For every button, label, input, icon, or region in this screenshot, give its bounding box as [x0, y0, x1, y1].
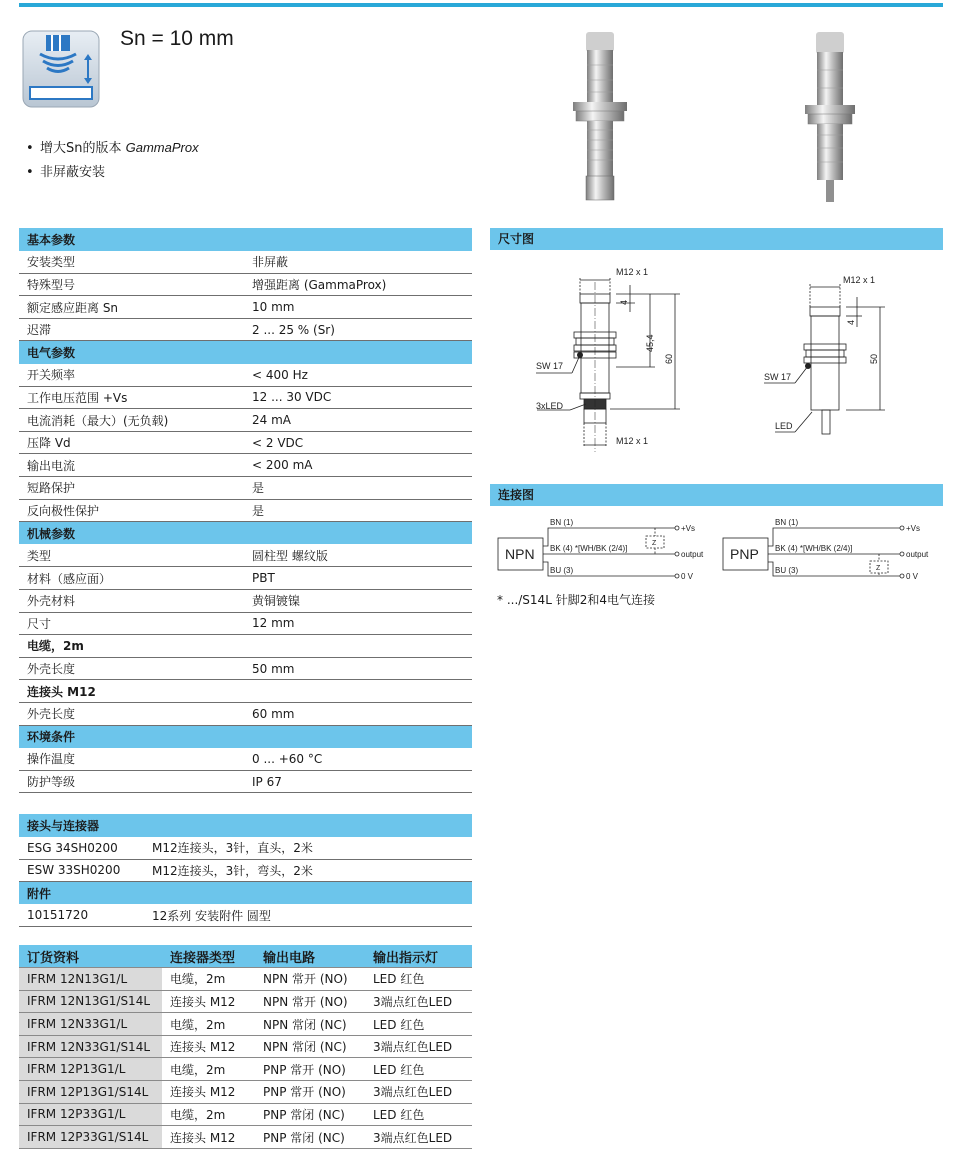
ordering-row: [19, 968, 472, 991]
spec-row: [19, 499, 472, 522]
header-output: 输出电路: [255, 945, 365, 968]
sensor-cable-image: [800, 30, 860, 205]
output-led: 3端点红色LED: [365, 1035, 472, 1058]
inductive-sensor-icon: [22, 30, 100, 108]
spec-value: [144, 882, 472, 905]
spec-row: [19, 251, 472, 274]
output-led: LED 红色: [365, 1058, 472, 1081]
npn-vs-label: +Vs: [681, 524, 696, 533]
spec-row: [19, 431, 472, 454]
parameters-table: [19, 228, 472, 793]
sensor-connector-image: [565, 30, 635, 205]
pnp-gnd-label: 0 V: [906, 572, 919, 581]
npn-label: NPN: [505, 546, 535, 562]
spec-label: 迟滞: [19, 318, 244, 341]
spec-label: 反向极性保护: [19, 499, 244, 522]
npn-gnd-label: 0 V: [681, 572, 694, 581]
spec-row: [19, 770, 472, 793]
wiring-section-title: 连接图: [490, 484, 943, 506]
output-circuit: NPN 常闭 (NC): [255, 1013, 365, 1036]
dim-45-label: 45,4: [645, 334, 655, 352]
order-code: IFRM 12N13G1/S14L: [19, 990, 162, 1013]
spec-value: 圆柱型 螺纹版: [244, 544, 472, 567]
spec-label: 基本参数: [19, 228, 244, 251]
dim-4-label: 4: [619, 299, 629, 305]
section-header-row: [19, 341, 472, 364]
thread-bottom-label: M12 x 1: [616, 436, 649, 446]
connector-type: 电缆，2m: [162, 1013, 255, 1036]
section-header-row: [19, 522, 472, 545]
spec-value: 是: [244, 477, 472, 500]
led-cable-label: LED: [775, 421, 793, 431]
spec-row: [19, 454, 472, 477]
spec-label: 额定感应距离 Sn: [19, 296, 244, 319]
spec-value: 2 ... 25 % (Sr): [244, 318, 472, 341]
output-led: LED 红色: [365, 1013, 472, 1036]
spec-label: 材料（感应面）: [19, 567, 244, 590]
pnp-bn-label: BN (1): [775, 518, 799, 527]
spec-value: < 2 VDC: [244, 431, 472, 454]
spec-value: [244, 522, 472, 545]
spec-label: 外壳长度: [19, 657, 244, 680]
connector-type: 电缆，2m: [162, 968, 255, 991]
connector-type: 连接头 M12: [162, 1126, 255, 1149]
ordering-table: [19, 945, 472, 1149]
spec-label: 短路保护: [19, 477, 244, 500]
spec-label: 连接头 M12: [19, 680, 244, 703]
spec-label: 特殊型号: [19, 273, 244, 296]
spec-value: M12连接头，3针，直头，2米: [144, 837, 472, 860]
ordering-row: [19, 1035, 472, 1058]
section-header-row: [19, 725, 472, 748]
spec-label: 电气参数: [19, 341, 244, 364]
connector-type: 电缆，2m: [162, 1058, 255, 1081]
output-circuit: NPN 常开 (NO): [255, 990, 365, 1013]
output-circuit: PNP 常闭 (NC): [255, 1126, 365, 1149]
spec-value: [244, 725, 472, 748]
header-led: 输出指示灯: [365, 945, 472, 968]
spec-label: 输出电流: [19, 454, 244, 477]
spec-value: [244, 680, 472, 703]
npn-output-label: output: [681, 550, 704, 559]
spec-label: ESW 33SH0200: [19, 859, 144, 882]
spec-row: [19, 590, 472, 613]
spec-value: 12 ... 30 VDC: [244, 386, 472, 409]
spec-label: 附件: [19, 882, 144, 905]
spec-label: 接头与连接器: [19, 814, 144, 837]
section-header-row: [19, 228, 472, 251]
spec-row: [19, 567, 472, 590]
output-circuit: PNP 常开 (NO): [255, 1081, 365, 1104]
spec-value: 10 mm: [244, 296, 472, 319]
output-led: LED 红色: [365, 1103, 472, 1126]
spec-value: IP 67: [244, 770, 472, 793]
spec-label: 防护等级: [19, 770, 244, 793]
spec-value: [144, 814, 472, 837]
spec-row: [19, 702, 472, 725]
spec-value: 0 ... +60 °C: [244, 748, 472, 771]
pnp-label: PNP: [730, 546, 759, 562]
dimension-drawing: [490, 252, 943, 462]
thread-top-cable-label: M12 x 1: [843, 275, 876, 285]
spec-row: [19, 859, 472, 882]
spec-label: 电缆，2m: [19, 635, 244, 658]
spec-row: [19, 364, 472, 387]
header-order-code: 订货资料: [19, 945, 162, 968]
feature-item: • 非屏蔽安装: [26, 160, 199, 184]
spec-label: 安装类型: [19, 251, 244, 274]
spec-label: 10151720: [19, 904, 144, 927]
spec-label: ESG 34SH0200: [19, 837, 144, 860]
ordering-row: [19, 1103, 472, 1126]
sw-label: SW 17: [536, 361, 564, 371]
order-code: IFRM 12N13G1/L: [19, 968, 162, 991]
feature-list: [26, 136, 199, 184]
section-header-row: [19, 814, 472, 837]
ordering-row: [19, 1126, 472, 1149]
output-circuit: NPN 常开 (NO): [255, 968, 365, 991]
spec-label: 压降 Vd: [19, 431, 244, 454]
spec-row: [19, 409, 472, 432]
spec-value: [244, 341, 472, 364]
spec-label: 尺寸: [19, 612, 244, 635]
sensing-distance-title: Sn = 10 mm: [120, 27, 234, 50]
subsection-row: [19, 680, 472, 703]
spec-value: PBT: [244, 567, 472, 590]
connector-type: 电缆，2m: [162, 1103, 255, 1126]
pnp-bk-label: BK (4) *[WH/BK (2/4)]: [775, 544, 853, 553]
order-code: IFRM 12P13G1/S14L: [19, 1081, 162, 1104]
spec-row: [19, 837, 472, 860]
subsection-row: [19, 635, 472, 658]
wiring-diagram: [490, 508, 943, 593]
spec-value: 黄铜镀镍: [244, 590, 472, 613]
ordering-row: [19, 990, 472, 1013]
output-led: LED 红色: [365, 968, 472, 991]
sw-cable-label: SW 17: [764, 372, 792, 382]
npn-bn-label: BN (1): [550, 518, 574, 527]
feature-item: • 增大Sn的版本 GammaProx: [26, 136, 199, 160]
connector-type: 连接头 M12: [162, 1035, 255, 1058]
spec-row: [19, 477, 472, 500]
spec-row: [19, 544, 472, 567]
spec-value: 增强距离 (GammaProx): [244, 273, 472, 296]
spec-value: [244, 635, 472, 658]
ordering-row: [19, 1013, 472, 1036]
pnp-bu-label: BU (3): [775, 566, 799, 575]
spec-row: [19, 904, 472, 927]
output-circuit: PNP 常开 (NO): [255, 1058, 365, 1081]
accessories-table: [19, 814, 472, 927]
led-label: 3xLED: [536, 401, 564, 411]
spec-label: 外壳材料: [19, 590, 244, 613]
spec-row: [19, 318, 472, 341]
dim-4-cable-label: 4: [846, 319, 856, 325]
dimensions-section-title: 尺寸图: [490, 228, 943, 250]
spec-label: 工作电压范围 +Vs: [19, 386, 244, 409]
spec-label: 开关频率: [19, 364, 244, 387]
ordering-header-row: [19, 945, 472, 968]
pnp-z-label: Z: [876, 565, 881, 572]
spec-value: M12连接头，3针，弯头，2米: [144, 859, 472, 882]
npn-bu-label: BU (3): [550, 566, 574, 575]
spec-label: 机械参数: [19, 522, 244, 545]
spec-label: 操作温度: [19, 748, 244, 771]
spec-value: < 400 Hz: [244, 364, 472, 387]
ordering-row: [19, 1058, 472, 1081]
output-led: 3端点红色LED: [365, 1081, 472, 1104]
thread-top-label: M12 x 1: [616, 267, 649, 277]
npn-bk-label: BK (4) *[WH/BK (2/4)]: [550, 544, 628, 553]
connector-type: 连接头 M12: [162, 990, 255, 1013]
order-code: IFRM 12N33G1/L: [19, 1013, 162, 1036]
connector-type: 连接头 M12: [162, 1081, 255, 1104]
top-accent-bar: [19, 3, 943, 7]
spec-row: [19, 612, 472, 635]
pnp-vs-label: +Vs: [906, 524, 921, 533]
output-led: 3端点红色LED: [365, 1126, 472, 1149]
npn-z-label: Z: [652, 540, 657, 547]
output-led: 3端点红色LED: [365, 990, 472, 1013]
header-connector: 连接器类型: [162, 945, 255, 968]
dim-50-label: 50: [869, 353, 879, 364]
spec-value: 24 mA: [244, 409, 472, 432]
spec-value: 12系列 安装附件 圆型: [144, 904, 472, 927]
spec-row: [19, 386, 472, 409]
spec-row: [19, 273, 472, 296]
order-code: IFRM 12P13G1/L: [19, 1058, 162, 1081]
spec-value: 60 mm: [244, 702, 472, 725]
spec-value: 12 mm: [244, 612, 472, 635]
order-code: IFRM 12N33G1/S14L: [19, 1035, 162, 1058]
spec-row: [19, 748, 472, 771]
spec-value: 非屏蔽: [244, 251, 472, 274]
pnp-output-label: output: [906, 550, 929, 559]
spec-row: [19, 657, 472, 680]
output-circuit: NPN 常闭 (NC): [255, 1035, 365, 1058]
section-header-row: [19, 882, 472, 905]
spec-value: [244, 228, 472, 251]
spec-label: 环境条件: [19, 725, 244, 748]
spec-label: 类型: [19, 544, 244, 567]
ordering-row: [19, 1081, 472, 1104]
spec-value: 50 mm: [244, 657, 472, 680]
spec-value: < 200 mA: [244, 454, 472, 477]
dim-60-label: 60: [664, 353, 674, 364]
spec-label: 外壳长度: [19, 702, 244, 725]
spec-value: 是: [244, 499, 472, 522]
spec-row: [19, 296, 472, 319]
order-code: IFRM 12P33G1/S14L: [19, 1126, 162, 1149]
order-code: IFRM 12P33G1/L: [19, 1103, 162, 1126]
spec-label: 电流消耗（最大）(无负载): [19, 409, 244, 432]
output-circuit: PNP 常闭 (NC): [255, 1103, 365, 1126]
wiring-note: * .../S14L 针脚2和4电气连接: [497, 593, 655, 607]
